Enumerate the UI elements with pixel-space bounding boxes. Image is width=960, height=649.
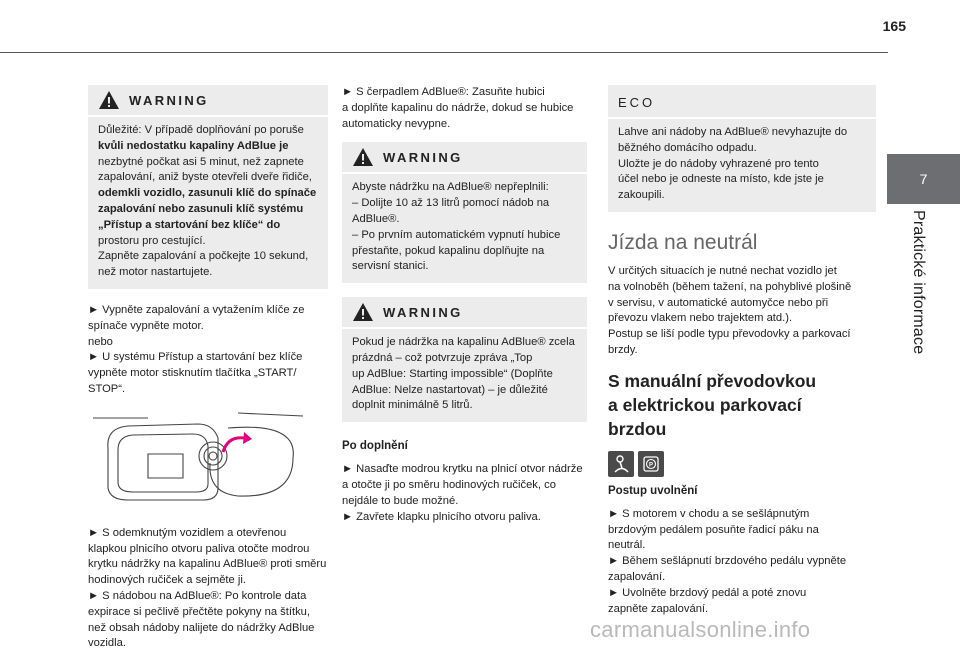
neutral-intro: V určitých situacích je nutné nechat vozidlo jet na volnoběh (během tažení, na pohyblivé plošině v servisu, v automatické automyčce nebo při převozu vlakem nebo trajektem atd.). Postup se liší podle typu převodovky a parkovací brzdy.	[608, 264, 852, 356]
eco-text: Lahve ani nádoby na AdBlue® nevyhazujte do běžného domácího odpadu. Uložte je do nádoby vyhrazené pro tento účel nebo je odneste na místo, kde jste je zakoupili.	[618, 126, 848, 202]
instructions-2: ► S odemknutým vozidlem a otevřenou klapkou plnicího otvoru paliva otočte modrou krytku nádržky na kapalinu AdBlue® proti směru hodinových ručiček a sejměte ji. ► S nádobou na AdBlue®: Po kontrole data expirace si pečlivě přečtěte pokyny na štítku, než obsah nádoby nalijete do nádržky AdBlue vozidla.	[88, 526, 327, 649]
eco-label: ECO	[618, 94, 656, 110]
release-instructions: ► S motorem v chodu a se sešlápnutým brzdovým pedálem posuňte řadicí páku na neutrál. ► Během sešlápnutí brzdového pedálu vypněte zapalování. ► Uvolněte brzdový pedál a poté znovu zapněte zapalování.	[608, 507, 847, 615]
icon-row	[608, 451, 876, 477]
warning-label: WARNING	[383, 149, 463, 165]
warning-icon	[352, 147, 374, 167]
warning-text: Abyste nádržku na AdBlue® nepřeplnili: – Dolijte 10 až 13 litrů pomocí nádob na AdBlue®. – Po prvním automatickém vypnutí hubice přestaňte, pokud kapalinu doplňujte na servisní stanici.	[352, 181, 561, 273]
chapter-title-text: Praktické informace	[910, 210, 927, 355]
page-number: 165	[882, 18, 906, 34]
instructions-3: ► S čerpadlem AdBlue®: Zasuňte hubici a doplňte kapalinu do nádrže, dokud se hubice automaticky nevypne.	[342, 86, 574, 130]
section-title-neutral: Jízda na neutrál	[608, 230, 758, 254]
adblue-filler-cap-illustration	[88, 408, 308, 508]
warning-text: Důležité: V případě doplňování po poruše kvůli nedostatku kapaliny AdBlue je nezbytné počkat asi 5 minut, než zapnete zapalování, aniž byste otevřeli dveře řidiče, odemkli vozidlo, zasunuli klíč do spínače zapalování nebo zasunuli klíč systému „Přístup a startování bez klíče“ do prostoru pro cestující. Zapněte zapalování a počkejte 10 sekund, než motor nastartujete.	[98, 124, 317, 279]
eco-box	[608, 85, 876, 212]
instructions-4: ► Nasaďte modrou krytku na plnicí otvor nádrže a otočte ji po směru hodinových ručiček, co nejdále to bude možné. ► Zavřete klapku plnicího otvoru paliva.	[342, 463, 583, 523]
warning-box-1	[88, 85, 328, 289]
column-2	[342, 85, 587, 525]
warning-box-3	[342, 297, 587, 422]
section-heading-after-refill: Po doplnění	[342, 440, 408, 453]
watermark: carmanualsonline.info	[590, 617, 811, 642]
instructions-1: ► Vypněte zapalování a vytažením klíče ze spínače vypněte motor. nebo ► U systému Přístup a startování bez klíče vypněte motor stisknutím tlačítka „START/ STOP“.	[88, 303, 305, 395]
header-rule	[0, 52, 888, 53]
column-1	[88, 85, 328, 649]
section-heading-release: Postup uvolnění	[608, 484, 698, 497]
subsection-title-manual: S manuální převodovkou a elektrickou parkovací brzdou	[608, 370, 817, 439]
svg-text:P: P	[648, 462, 654, 469]
warning-text: Pokud je nádržka na kapalinu AdBlue® zcela prázdná – což potvrzuje zpráva „Top up AdBlue: Starting impossible“ (Doplňte AdBlue: Nelze nastartovat) – je důležité doplnit minimálně 5 litrů.	[352, 336, 575, 412]
chapter-number-tab: 7	[887, 154, 960, 204]
warning-icon	[352, 302, 374, 322]
warning-box-2	[342, 142, 587, 283]
warning-label: WARNING	[383, 304, 463, 320]
gear-lever-icon	[608, 451, 634, 477]
column-3	[608, 85, 876, 617]
warning-label: WARNING	[129, 92, 209, 108]
warning-icon	[98, 90, 120, 110]
parking-brake-icon	[638, 451, 664, 477]
chapter-title	[887, 210, 960, 470]
